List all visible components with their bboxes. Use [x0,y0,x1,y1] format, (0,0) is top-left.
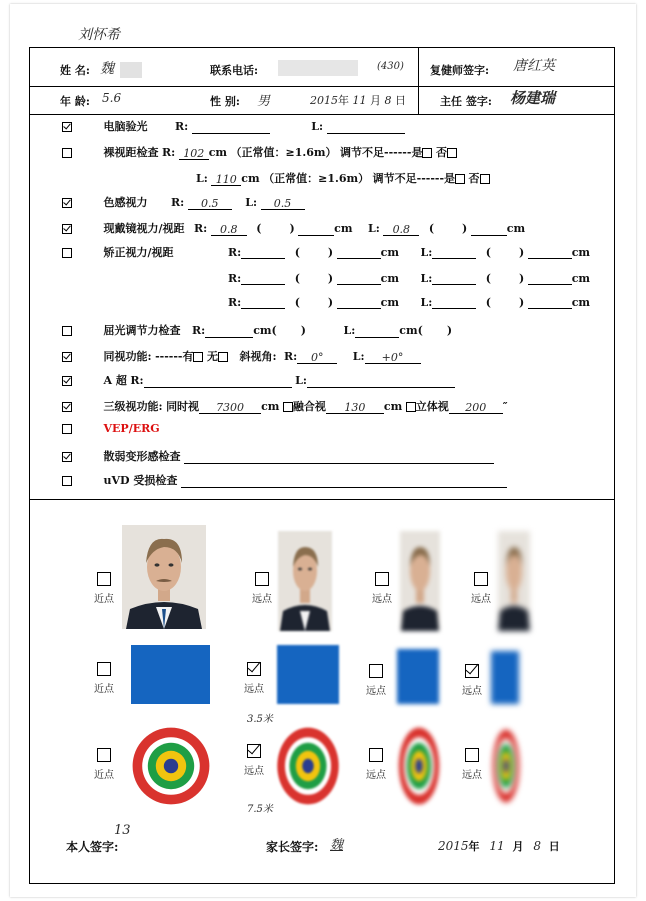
redacted-phone-box [278,60,358,76]
corrected-r3-cm[interactable] [337,296,381,309]
binocular-label: 同视功能: [103,350,152,363]
stereo-checkbox[interactable] [406,402,416,412]
vep-label: VEP/ERG [103,422,160,435]
r3-far-2-checkbox[interactable] [369,748,383,762]
r1-far-3-label: 远点 [471,594,491,605]
naked-r-unit: cm [208,146,228,159]
portrait-large-icon [122,525,206,629]
corrected-r2-cm[interactable] [337,272,381,285]
r3-far-1 [244,743,264,777]
header-date-year: 2015 [310,94,338,107]
current-glasses-row: 现戴镜视力/视距 R: 0.8 ( ) cm L: 0.8 ( ) cm [62,220,525,236]
footer-date-month: 11 [489,839,505,853]
uvd-field[interactable] [181,475,507,488]
r2-far-2-checkbox[interactable] [369,664,383,678]
header-month-char: 月 [370,94,381,107]
r1-near [94,571,114,605]
director-label: 主任 签字: [440,95,492,108]
simultaneous-label: 同时视 [166,400,200,413]
blue-square-small [397,649,439,704]
portrait-tiny-icon [498,531,530,631]
corrected-l3-field[interactable] [432,296,476,309]
footer-year-char: 年 [468,840,480,853]
stereo-value[interactable]: 200 [449,401,503,414]
header-bottom-line [29,114,614,115]
three-level-row: 三级视功能: 同时视 7300 cm 融合视 130 cm 立体视 200 ″ [62,398,508,414]
refraction-adjust-label: 屈光调节力检查 [103,324,181,337]
color-l-value[interactable]: 0.5 [261,197,305,210]
three-level-checkbox[interactable] [62,402,72,412]
current-glasses-checkbox[interactable] [62,224,72,234]
binocular-has-label: ------有 [155,350,194,363]
naked-r-label: R: [162,146,176,159]
r2-far-3-checkbox[interactable] [465,664,479,678]
naked-adjust-no-label: 否 [435,146,447,159]
uvd-row [62,472,507,488]
r1-far-2-label: 远点 [372,594,392,605]
current-glasses-label: 现戴镜视力/视距 [103,222,185,235]
fusion-checkbox[interactable] [283,402,293,412]
top-handwritten-name: 刘怀希 [78,27,120,43]
footer-day-char: 日 [548,840,560,853]
current-l-cm-field[interactable] [471,223,507,236]
blue-square-tiny [491,651,519,704]
r2-far-3-label: 远点 [462,686,482,697]
section-divider [29,499,614,500]
r2-near [94,661,114,695]
redacted-name-box [120,62,142,78]
fusion-label: 融合视 [292,400,326,413]
binocular-none-label: 无 [206,350,218,363]
computer-l-field[interactable] [327,121,405,134]
r1-far-3-checkbox[interactable] [474,572,488,586]
r3-near-checkbox[interactable] [97,748,111,762]
self-sign-label: 本人签字: [66,840,119,854]
phone-value: (430) [377,61,404,72]
exam-form-page [10,4,636,897]
corrected-line-2: R: ( ) cm L: ( ) cm [228,272,591,285]
computer-refraction-checkbox[interactable] [62,122,72,132]
portrait-tiny [498,531,530,631]
r1-far-1-label: 远点 [252,594,272,605]
naked-l-value[interactable]: 110 [211,173,241,186]
naked-distance-row [62,144,457,160]
target-ring [415,759,423,773]
target-tiny-icon [492,728,520,804]
reviewer-label: 复健师签字: [430,64,490,77]
header-date-month: 11 [352,94,367,107]
corrected-r1-cm[interactable] [337,246,381,259]
r2-far-2 [366,663,386,697]
portrait-small-icon [400,531,440,631]
naked-adjust-no-checkbox-2[interactable] [480,174,490,184]
refraction-l-field[interactable] [355,325,399,338]
naked-l-unit: cm [241,172,260,185]
color-r-value[interactable]: 0.5 [188,197,232,210]
corrected-r3-field[interactable] [241,296,285,309]
target-ring [503,759,508,773]
corrected-r1-field[interactable] [241,246,285,259]
refraction-adjust-row: 屈光调节力检查 R: cm( ) L: cm( ) [62,322,452,338]
name-label: 姓 名: [60,64,90,77]
naked-adjust-label-2: 调节不足------是 [372,172,456,185]
stereo-unit: ″ [502,400,508,413]
r3-far-2-label: 远点 [366,770,386,781]
amblyopia-checkbox[interactable] [62,452,72,462]
r3-far-3-checkbox[interactable] [465,748,479,762]
sex-value: 男 [257,94,271,109]
binocular-row: 同视功能: ------有 无 斜视角: R: 0° L: +0° [62,348,421,364]
r2-distance-note: 3.5米 [247,714,273,725]
header-year-char: 年 [338,94,349,107]
age-value: 5.6 [102,91,122,105]
naked-distance-left-row [196,170,490,186]
parent-sign-value: 魏 [330,838,344,853]
computer-refraction-label: 电脑验光 [103,120,148,133]
portrait-medium-icon [278,531,332,631]
squint-r-value[interactable]: 0° [297,351,337,364]
vep-checkbox[interactable] [62,424,72,434]
a-scan-label: A 超 [103,374,127,387]
age-label: 年 龄: [60,95,90,108]
header-day-char: 日 [395,94,406,107]
r2-far-1 [244,661,264,695]
r1-far-2 [372,571,392,605]
r3-distance-note: 7.5米 [247,804,273,815]
r1-near-checkbox[interactable] [97,572,111,586]
r3-far-3-label: 远点 [462,770,482,781]
color-vision-row: 色感视力 R: 0.5 L: 0.5 [62,194,305,210]
r3-far-1-label: 远点 [244,766,264,777]
corrected-l1-field[interactable] [432,246,476,259]
vep-row [62,422,160,435]
r2-far-1-checkbox[interactable] [247,662,261,676]
color-vision-checkbox[interactable] [62,198,72,208]
r3-far-3 [462,747,482,781]
naked-l-label: L: [196,172,208,185]
portrait-large [122,525,206,629]
target-small-icon [398,726,440,806]
computer-refraction-row [62,118,405,134]
portrait-small [400,531,440,631]
footer-date [438,838,560,854]
footer-date-day: 8 [533,839,541,853]
amblyopia-label: 散弱变形感检查 [103,450,181,463]
footer-date-year: 2015 [438,839,469,853]
r2-near-label: 近点 [94,684,114,695]
computer-r-label: R: [175,120,189,133]
r3-far-1-checkbox[interactable] [247,744,261,758]
r1-far-1-checkbox[interactable] [255,572,269,586]
r1-near-label: 近点 [94,594,114,605]
amblyopia-field[interactable] [184,451,494,464]
r2-far-2-label: 远点 [366,686,386,697]
target-ring [164,759,178,773]
naked-adjust-label: 调节不足------是 [340,146,423,159]
target-medium-icon [276,726,340,806]
reviewer-signature: 唐红英 [513,58,555,74]
binocular-none-checkbox[interactable] [218,352,228,362]
a-scan-checkbox[interactable] [62,376,72,386]
refraction-r-field[interactable] [205,325,253,338]
sex-label: 性 别: [210,95,240,108]
naked-adjust-yes-checkbox-2[interactable] [455,174,465,184]
fusion-value[interactable]: 130 [326,401,384,414]
naked-normal-value-2: （正常值：≥1.6m） [263,172,370,185]
r3-far-2 [366,747,386,781]
footer-month-char: 月 [512,840,524,853]
current-r-value[interactable]: 0.8 [211,223,247,236]
uvd-label: uVD 受损检查 [103,474,178,487]
naked-adjust-yes-checkbox[interactable] [422,148,432,158]
naked-distance-checkbox[interactable] [62,148,72,158]
corrected-l2-cm[interactable] [528,272,572,285]
squint-angle-label: 斜视角: [239,350,277,363]
current-l-value[interactable]: 0.8 [383,223,419,236]
naked-adjust-no-label-2: 否 [468,172,480,185]
name-value: 魏 [100,61,114,77]
blue-square-medium [277,645,339,704]
three-level-label: 三级视功能: [103,400,163,413]
r2-far-3 [462,663,482,697]
amblyopia-row [62,448,494,464]
a-scan-row: A 超 R: L: [62,372,455,388]
corrected-line-3: R: ( ) cm L: ( ) cm [228,296,591,309]
self-sign-value: 13 [114,823,131,838]
a-scan-l-field[interactable] [307,375,455,388]
stereo-label: 立体视 [415,400,449,413]
computer-l-label: L: [311,120,323,133]
corrected-l1-cm[interactable] [528,246,572,259]
squint-l-value[interactable]: +0° [365,351,421,364]
a-scan-r-field[interactable] [144,375,292,388]
r3-near [94,747,114,781]
r1-far-1 [252,571,272,605]
director-signature: 杨建瑞 [510,89,556,107]
simultaneous-value[interactable]: 7300 [199,401,261,414]
computer-r-field[interactable] [192,121,270,134]
corrected-l3-cm[interactable] [528,296,572,309]
portrait-medium [278,531,332,631]
header-date-day: 8 [384,94,392,107]
corrected-l2-field[interactable] [432,272,476,285]
naked-distance-label: 裸视距检查 [103,146,159,159]
corrected-vision-label: 矫正视力/视距 [103,246,174,259]
r3-near-label: 近点 [94,770,114,781]
binocular-checkbox[interactable] [62,352,72,362]
parent-sign-label: 家长签字: [266,840,319,854]
r1-far-2-checkbox[interactable] [375,572,389,586]
naked-r-value[interactable]: 102 [179,147,209,160]
corrected-vision-checkbox[interactable] [62,248,72,258]
current-r-cm-field[interactable] [298,223,334,236]
corrected-vision-row [62,244,174,260]
target-ring [302,759,314,773]
binocular-has-checkbox[interactable] [193,352,203,362]
r2-far-1-label: 远点 [244,684,264,695]
target-large-icon [131,726,211,806]
corrected-r2-field[interactable] [241,272,285,285]
blue-square-large [131,645,210,704]
r1-far-3 [471,571,491,605]
header-vertical-divider [418,47,419,114]
color-vision-label: 色感视力 [103,196,148,209]
phone-label: 联系电话: [210,64,259,77]
uvd-checkbox[interactable] [62,476,72,486]
header-date [310,92,406,108]
r2-near-checkbox[interactable] [97,662,111,676]
naked-normal-value: （正常值：≥1.6m） [230,146,337,159]
corrected-line-1: R: ( ) cm L: ( ) cm [228,246,591,259]
refraction-adjust-checkbox[interactable] [62,326,72,336]
naked-adjust-no-checkbox[interactable] [447,148,457,158]
